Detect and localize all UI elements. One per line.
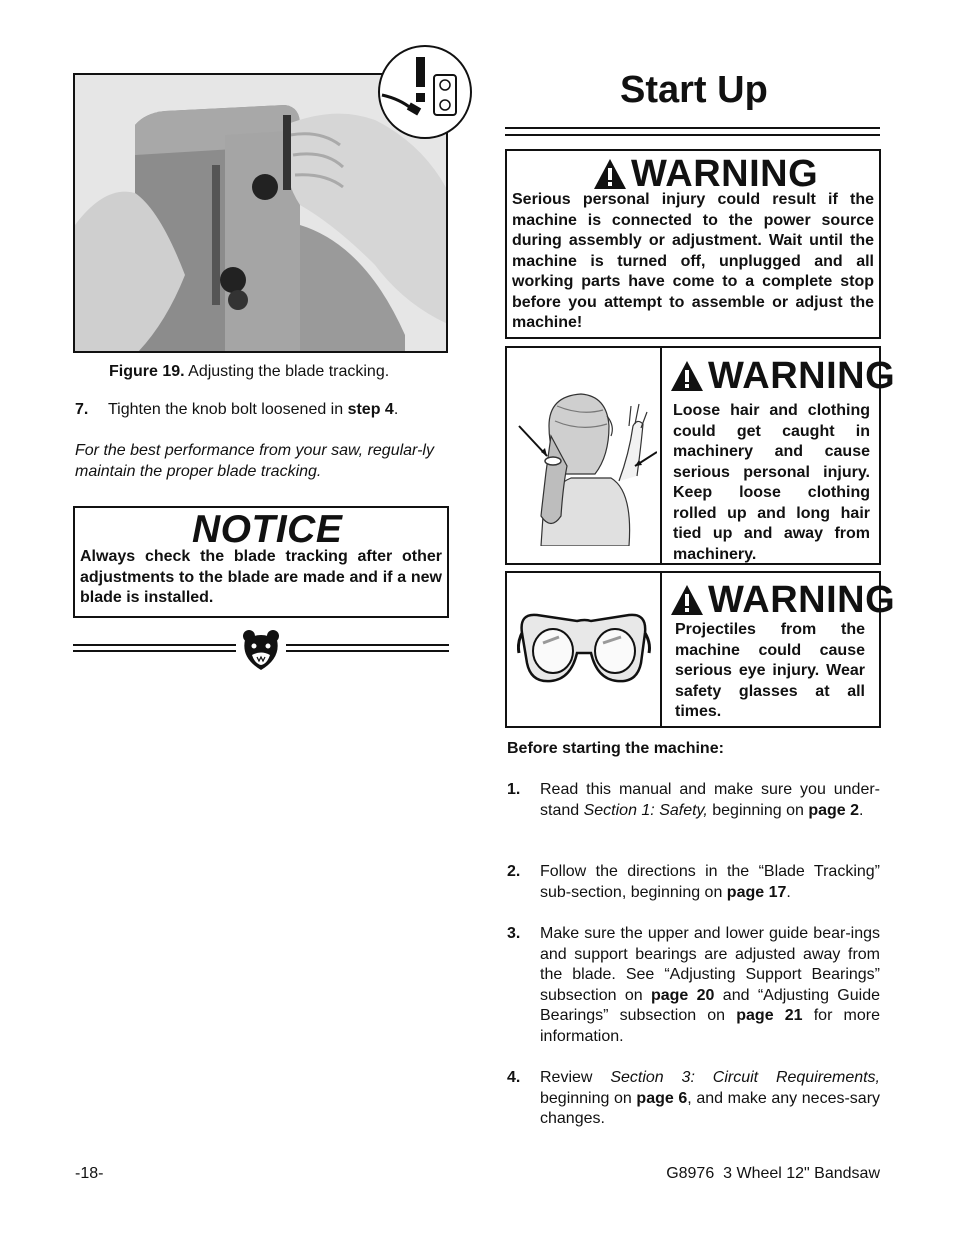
maintenance-note: For the best performance from your saw, regular-ly maintain the proper blade tracking. [75, 442, 434, 480]
warning-box-hair [505, 346, 896, 565]
step-page-ref: page 6 [636, 1089, 688, 1107]
step-text: beginning on [540, 1089, 637, 1107]
model-name: G8976 3 Wheel 12" Bandsaw [666, 1165, 880, 1182]
page-number: -18- [75, 1165, 104, 1182]
warning-text-eyes: Projectiles from the machine could cause serious eye injury. Wear safety glasses at all times. [675, 621, 865, 720]
warning-title: WARNING [631, 153, 819, 195]
list-item-number: 1. [507, 781, 521, 798]
warning-box-power [505, 149, 881, 339]
list-item [507, 780, 880, 842]
warning-triangle-icon [670, 584, 704, 616]
step-text: , and make any neces-sary changes. [540, 1089, 881, 1127]
step-text: Read this manual and make sure you under-stand [540, 781, 880, 819]
figure-caption-text: Adjusting the blade tracking. [184, 363, 390, 380]
warning-title: WARNING [708, 355, 896, 397]
unplug-power-icon [378, 45, 472, 139]
list-item [507, 1068, 880, 1130]
list-item-number: 4. [507, 1069, 521, 1086]
step-text: . [786, 883, 791, 901]
step-7-number: 7. [75, 401, 89, 418]
list-item [507, 924, 880, 1048]
unplug-symbol [380, 47, 470, 137]
list-item-number: 2. [507, 863, 521, 880]
notice-title: NOTICE [192, 508, 343, 551]
step-text: Review [540, 1069, 611, 1086]
list-item-text [540, 924, 880, 1047]
step-7-body [108, 400, 398, 421]
notice-box [73, 506, 449, 618]
notice-text: Always check the blade tracking after other adjustments to the blade are made and if a new blade is installed. [80, 548, 442, 606]
step-7-end: . [393, 401, 399, 418]
warning-header [670, 580, 895, 620]
step-page-ref: page 17 [726, 883, 787, 901]
warning-text-hair: Loose hair and clothing could get caught in machinery and cause serious personal injury. Keep loose clothing rolled up and long hair tied up and away from machinery. [673, 402, 870, 563]
page-title: Start Up [620, 69, 768, 111]
warning-header [670, 356, 895, 396]
title-rule-top [505, 127, 880, 129]
step-page-ref: page 20 [650, 986, 715, 1004]
title-rule-bottom [505, 134, 880, 136]
list-item-text [540, 862, 880, 903]
step-page-ref: page 2 [808, 801, 860, 819]
step-7-ref: step 4 [347, 401, 394, 418]
step-7 [75, 400, 448, 421]
list-item-text [540, 1068, 880, 1130]
warning-box-eyes [505, 571, 896, 728]
long-hair-person-icon [511, 366, 657, 546]
step-text: Follow the directions in the “Blade Tracking” sub-section, beginning on [540, 863, 880, 901]
warning-header [593, 154, 818, 194]
bear-logo-icon [239, 628, 283, 672]
step-text: Make sure the upper and lower guide bear-ings and support bearings are adjusted away from the blade. See “Adjusting Support Bearings” subsection on [540, 925, 880, 1004]
step-page-ref: page 21 [736, 1007, 803, 1024]
step-text: beginning on [707, 801, 809, 819]
step-ref-italic: Section 1: Safety, [583, 801, 708, 819]
figure-caption-label: Figure 19. [109, 363, 185, 380]
list-item-number: 3. [507, 925, 521, 942]
step-text: . [859, 801, 864, 819]
safety-glasses-icon [517, 603, 652, 698]
step-text: and “Adjusting Guide Bearings” subsection on [540, 986, 880, 1024]
step-7-text: Tighten the knob bolt loosened in [108, 401, 348, 418]
before-starting-heading: Before starting the machine: [507, 740, 724, 757]
warning-triangle-icon [593, 158, 627, 190]
warning-text-power: Serious personal injury could result if the machine is connected to the power source during assembly or adjustment. Wait until the machine is turned off, unplugged and all working parts have come to a complete stop before you attempt to assemble or adjust the machine! [512, 191, 874, 331]
list-item [507, 862, 880, 904]
section-divider [73, 628, 449, 672]
figure-caption [109, 362, 449, 383]
list-item-text [540, 780, 880, 821]
warning-title: WARNING [708, 579, 896, 621]
warning-triangle-icon [670, 360, 704, 392]
step-ref-italic: Section 3: Circuit Requirements, [610, 1069, 880, 1086]
step-text: for more information. [540, 1007, 881, 1045]
